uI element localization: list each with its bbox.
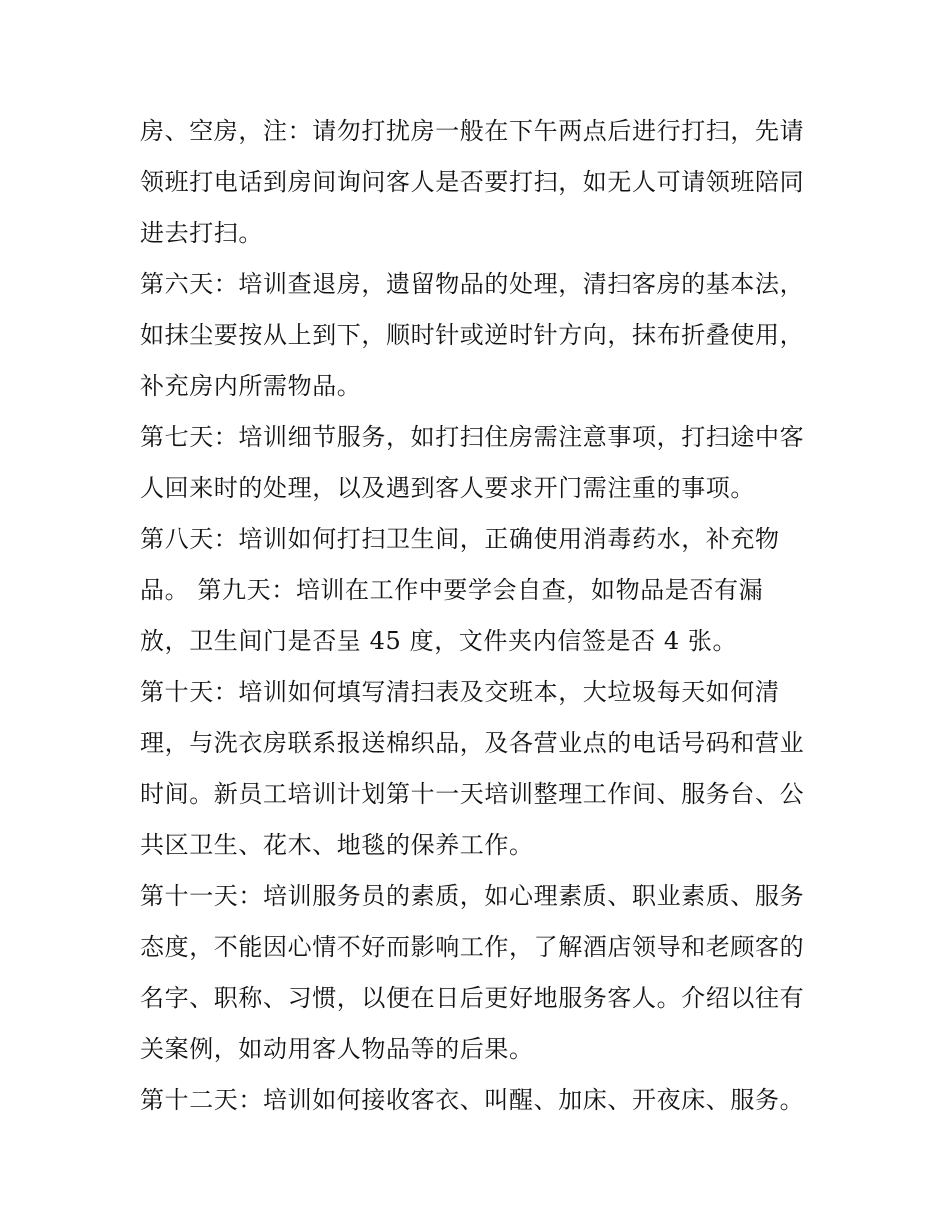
text-line: 第八天：培训如何打扫卫生间，正确使用消毒药水，补充物 — [140, 525, 780, 553]
paragraph-day-8-9 — [140, 514, 820, 667]
text-line: 如抹尘要按从上到下，顺时针或逆时针方向，抹布折叠使用， — [140, 321, 805, 349]
paragraph-day-7 — [140, 412, 820, 514]
paragraph-day-6 — [140, 259, 820, 412]
text-line: 房、空房，注：请勿打扰房一般在下午两点后进行打扫，先请 — [140, 117, 805, 145]
text-line: 理，与洗衣房联系报送棉织品，及各营业点的电话号码和营业 — [140, 729, 805, 757]
text-line: 进去打扫。 — [140, 219, 263, 247]
text-line: 第十天：培训如何填写清扫表及交班本，大垃圾每天如何清 — [140, 678, 780, 706]
text-line: 关案例，如动用客人物品等的后果。 — [140, 1035, 534, 1063]
text-line: 放，卫生间门是否呈 45 度，文件夹内信签是否 4 张。 — [140, 627, 738, 655]
text-line: 共区卫生、花木、地毯的保养工作。 — [140, 831, 534, 859]
text-line: 名字、职称、习惯，以便在日后更好地服务客人。介绍以往有 — [140, 984, 805, 1012]
text-line: 人回来时的处理，以及遇到客人要求开门需注重的事项。 — [140, 474, 755, 502]
text-line: 态度，不能因心情不好而影响工作，了解酒店领导和老顾客的 — [140, 933, 805, 961]
text-line: 领班打电话到房间询问客人是否要打扫，如无人可请领班陪同 — [140, 168, 805, 196]
text-line: 补充房内所需物品。 — [140, 372, 362, 400]
paragraph-day-12 — [140, 1075, 820, 1126]
text-line: 第十二天：培训如何接收客衣、叫醒、加床、开夜床、服务。 — [140, 1086, 805, 1114]
paragraph-day-11 — [140, 871, 820, 1075]
text-line: 时间。新员工培训计划第十一天培训整理工作间、服务台、公 — [140, 780, 805, 808]
text-line: 第十一天：培训服务员的素质，如心理素质、职业素质、服务 — [140, 882, 805, 910]
paragraph-day-10 — [140, 667, 820, 871]
document-body — [140, 106, 820, 1126]
paragraph-room-cleaning-note — [140, 106, 820, 259]
text-line: 第七天：培训细节服务，如打扫住房需注意事项，打扫途中客 — [140, 423, 805, 451]
text-line: 品。 第九天：培训在工作中要学会自查，如物品是否有漏 — [140, 576, 764, 604]
text-line: 第六天：培训查退房，遗留物品的处理，清扫客房的基本法， — [140, 270, 805, 298]
